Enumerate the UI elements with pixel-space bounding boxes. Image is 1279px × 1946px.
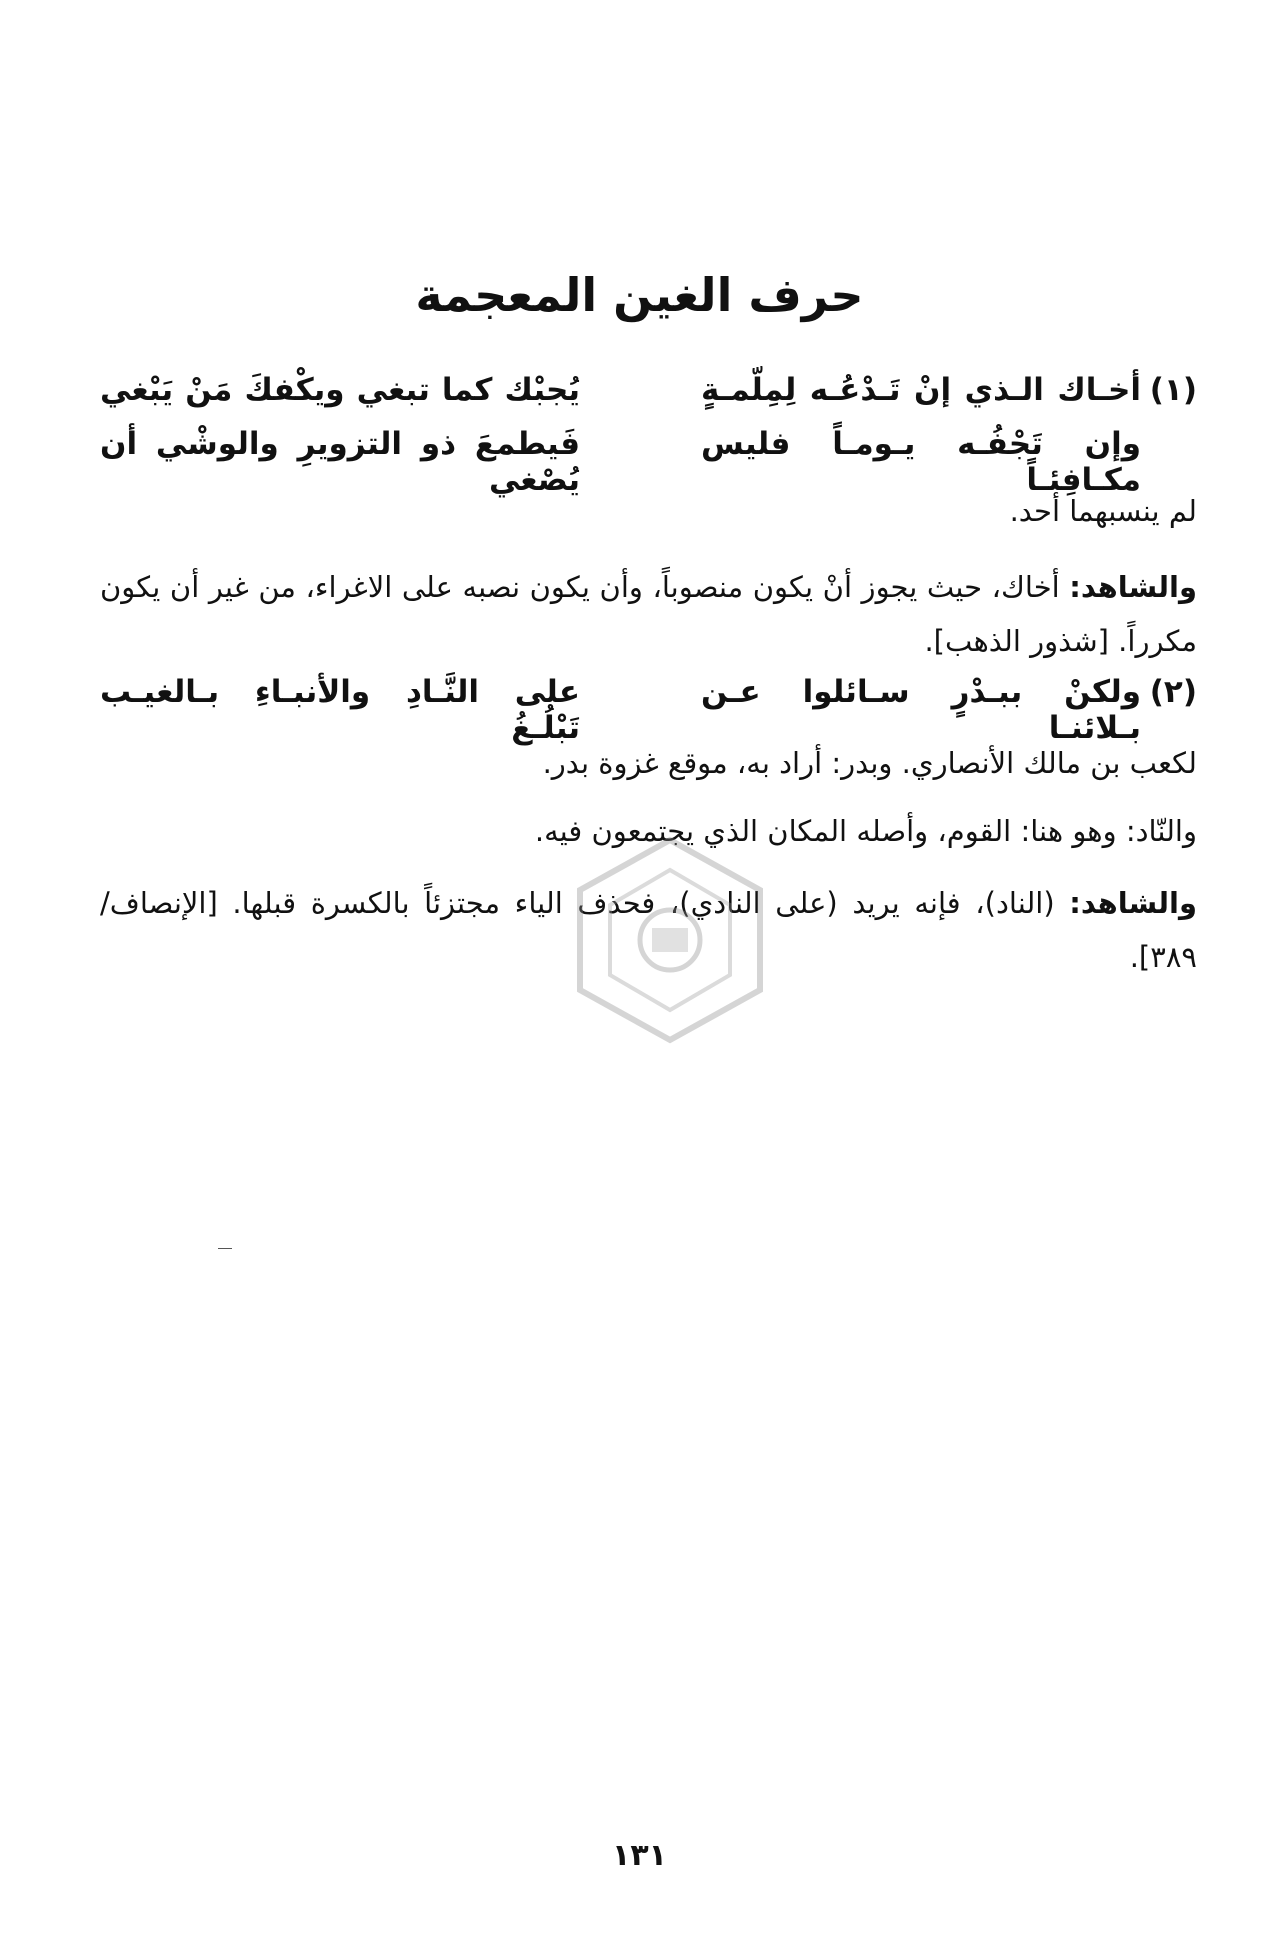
attribution-note-2: لكعب بن مالك الأنصاري. وبدر: أراد به، موقع غزوة بدر.	[542, 746, 1197, 780]
verse2-first-hemistich: ولكنْ ببـدْرٍ سـائلوا عـن بـلائنـا	[701, 674, 1141, 746]
page-mark	[218, 1248, 232, 1249]
witness-label-1: والشاهد:	[1069, 570, 1198, 604]
verse2-line	[100, 674, 1197, 746]
definition-note: والنّاد: وهو هنا: القوم، وأصله المكان الذي يجتمعون فيه.	[534, 814, 1197, 848]
verse1-line1-second-hemistich: يُجبْك كما تبغي ويكْفكَ مَنْ يَبْغي	[100, 372, 580, 408]
page-number: ١٣١	[612, 1838, 667, 1873]
attribution-note-1: لم ينسبهما أحد.	[1009, 494, 1197, 528]
verse1-line1	[100, 372, 1197, 428]
verse2-number: (٢)	[1149, 674, 1197, 710]
verse2-second-hemistich: على النَّـادِ والأنبـاءِ بـالغيـب تَبْلُـغُ	[100, 674, 580, 746]
verse1-line2	[100, 426, 1197, 498]
witness-paragraph-1	[100, 560, 1197, 668]
verse1-line1-first-hemistich: أخـاك الـذي إنْ تَـدْعُـه لِمِلّمـةٍ	[701, 372, 1141, 408]
witness-label-2: والشاهد:	[1069, 886, 1198, 920]
witness-text-2: (الناد)، فإنه يريد (على النادي)، فحذف الياء مجتزئاً بالكسرة قبلها. [الإنصاف/ ٣٨٩].	[100, 886, 1197, 974]
verse1-number: (١)	[1149, 372, 1197, 408]
chapter-title: حرف الغين المعجمة	[415, 268, 864, 322]
verse1-line2-second-hemistich: فَيطمعَ ذو التزويرِ والوشْي أن يُصْغي	[100, 426, 580, 498]
verse1-line2-first-hemistich: وإن تَجْفُـه يـومـاً فليس مكـافِئـاً	[701, 426, 1141, 498]
library-watermark-emblem	[560, 830, 780, 1060]
witness-text-1: أخاك، حيث يجوز أنْ يكون منصوباً، وأن يكون نصبه على الاغراء، من غير أن يكون مكرراً. [شذور الذهب].	[100, 570, 1197, 658]
